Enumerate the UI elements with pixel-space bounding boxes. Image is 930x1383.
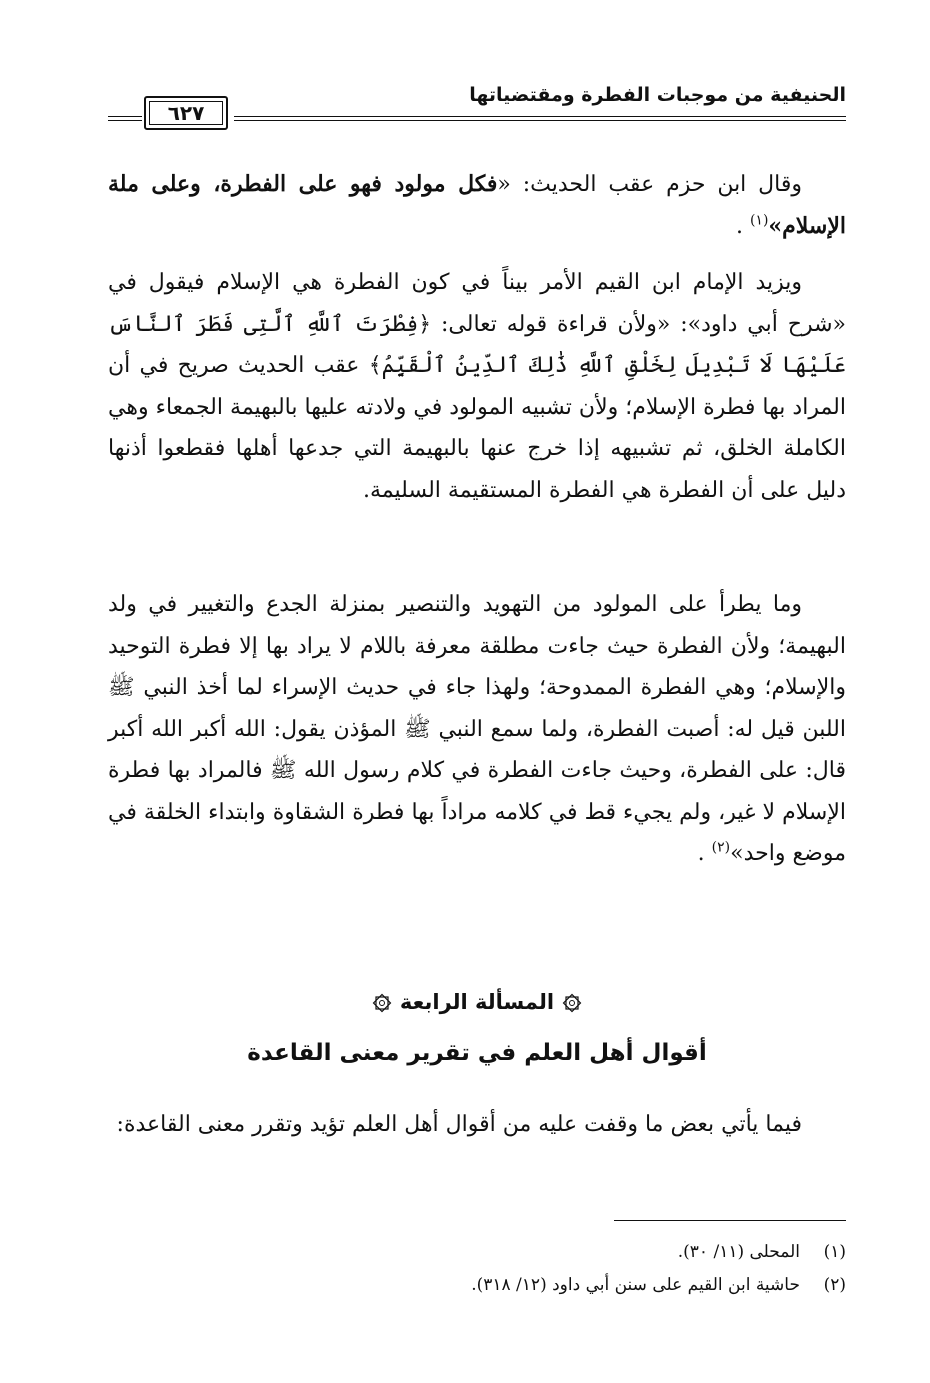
p1-intro: وقال ابن حزم عقب الحديث: « <box>497 172 803 197</box>
footnote-text: المحلى (١١/ ٣٠). <box>677 1242 800 1262</box>
p3-period: . <box>697 841 705 866</box>
footnote-text: حاشية ابن القيم على سنن أبي داود (١٢/ ٣١٨). <box>471 1275 800 1295</box>
page-number: ٦٢٧ <box>167 101 205 125</box>
p1-quote-close: » <box>768 212 783 239</box>
footnote-1 <box>108 1236 846 1269</box>
running-header <box>108 80 846 130</box>
issue-label <box>108 990 846 1014</box>
p1-quote: فكل مولود فهو على الفطرة، وعلى ملة الإسلام <box>108 171 846 239</box>
p3-body: وما يطرأ على المولود من التهويد والتنصير بمنزلة الجدع والتغيير في ولد البهيمة؛ ولأن الفطرة حيث جاءت مطلقة معرفة باللام لا يراد بها إلا فطرة التوحيد والإسلام؛ وهي الفطرة الممدوحة؛ ولهذا جاء في حديث الإسراء لما أخذ النبي ﷺ اللبن قيل له: أصبت الفطرة، ولما سمع النبي ﷺ المؤذن يقول: الله أكبر الله أكبر قال: على الفطرة، وحيث جاءت الفطرة في كلام رسول الله ﷺ فالمراد بها فطرة الإسلام لا غير، ولم يجيء قط في كلامه مراداً بها فطرة الشقاوة وابتداء الخلقة في موضع واحد» <box>108 592 846 866</box>
footnote-number: (٢) <box>823 1275 846 1295</box>
p2-body: عقب الحديث صريح في أن المراد بها فطرة الإسلام؛ ولأن تشبيه المولود في ولادته عليها بالبهيمة الجمعاء وهي الكاملة الخلق، ثم تشبيهه إذا خرج عنها بالبهيمة التي جدعها أهلها فقطعوا أذنها دليل على أن الفطرة هي الفطرة المستقيمة السليمة. <box>108 353 846 503</box>
p2-intro: ويزيد الإمام ابن القيم الأمر بيناً في كون الفطرة هي الإسلام فيقول في «شرح أبي داود»: «ولأن قراءة قوله تعالى: <box>108 270 846 337</box>
star-ornament-icon <box>562 993 582 1013</box>
issue-label-text: المسألة الرابعة <box>399 990 555 1014</box>
footnote-ref-2: (٢) <box>711 839 731 856</box>
footnote-ref-1: (١) <box>749 212 769 229</box>
p1-period: . <box>735 213 743 239</box>
footnote-rule <box>614 1220 846 1221</box>
header-rule <box>234 116 846 121</box>
footnotes <box>108 1236 846 1302</box>
paragraph-ibn-qayyim <box>108 262 846 511</box>
footnote-number: (١) <box>823 1242 846 1262</box>
header-rule-left <box>108 116 142 121</box>
footnote-2 <box>108 1269 846 1302</box>
running-title: الحنيفية من موجبات الفطرة ومقتضياتها <box>469 84 846 106</box>
quran-verse: ﴿فِطْرَتَ ٱللَّهِ ٱلَّتِى فَطَرَ ٱلنَّاسَ عَلَيْهَا لَا تَبْدِيلَ لِخَلْقِ ٱللَّهِ ذَٰلِكَ ٱلدِّينُ ٱلْقَيِّمُ﴾ <box>108 311 846 378</box>
star-ornament-icon <box>372 993 392 1013</box>
page-number-frame <box>144 96 228 130</box>
paragraph-intro <box>108 1104 846 1146</box>
paragraph-ibn-hazm <box>108 164 846 247</box>
section-heading: أقوال أهل العلم في تقرير معنى القاعدة <box>247 1040 707 1066</box>
intro-text: فيما يأتي بعض ما وقفت عليه من أقوال أهل العلم تؤيد وتقرر معنى القاعدة: <box>116 1112 802 1137</box>
paragraph-fitra <box>108 584 846 875</box>
